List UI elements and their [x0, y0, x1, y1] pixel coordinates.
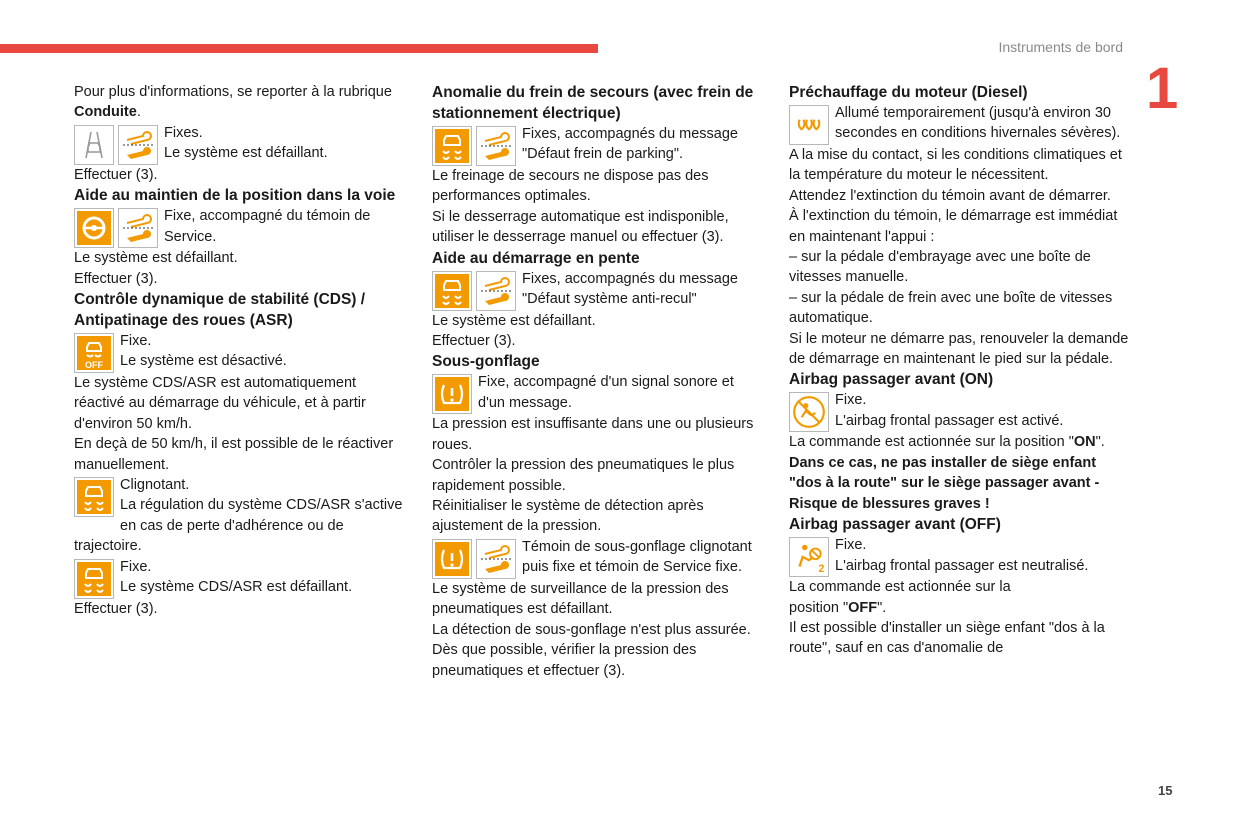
service-wrench-icon [118, 125, 158, 165]
svg-text:2: 2 [818, 562, 825, 575]
airbag-on-icon [789, 392, 829, 432]
header-accent-bar [0, 44, 598, 53]
airbag-off-icon [789, 537, 829, 577]
block-preheating: Allumé temporairement (jusqu'à environ 30 secondes en conditions hivernales sévères). A la mise du contact, si les conditions climatiques et la température du moteur le nécessitent. Attendez l'extinction du témoin avant de démarrer. À l'extinction du témoin, le démarrage est immédiat en maintenant l'appui : – sur la pédale d'embrayage avec une boîte de vitesses manuelle. – sur la pédale de frein avec une boîte de vitesses automatique. Si le moteur ne démarre pas, renouveler la demande de démarrage en maintenant le pied sur la pédale. [789, 105, 1129, 368]
heading-preheating: Préchauffage du moteur (Diesel) [789, 84, 1028, 101]
block-emergency-brake: Fixes, accompagnés du message "Défaut frein de parking". Le freinage de secours ne dispose pas des performances optimales. Si le desserrage automatique est indisponible, utiliser le desserrage manuel ou effectuer (3). [432, 126, 738, 246]
tire-pressure-icon [432, 374, 472, 414]
heading-airbag-off: Airbag passager avant (OFF) [789, 516, 1001, 534]
esp-icon [74, 559, 114, 599]
block-airbag-off: 2 Fixe. L'airbag frontal passager est neutralisé. La commande est actionnée sur la position "OFF". Il est possible d'installer un siège enfant "dos à la route", sauf en cas d'anomalie de [789, 537, 1105, 657]
block-lane-keeping: Fixe, accompagné du témoin de Service. Le système est défaillant. Effectuer (3). [74, 208, 371, 287]
heading-lane-keeping: Aide au maintien de la position dans la voie [74, 187, 396, 205]
heading-emergency-brake: Anomalie du frein de secours (avec frein de stationnement électrique) [432, 84, 754, 122]
steering-wheel-icon [74, 208, 114, 248]
airbag-warning: Dans ce cas, ne pas installer de siège enfant "dos à la route" sur le siège passager avant - Risque de blessures graves ! [789, 454, 1100, 512]
block-tpms-fault: Témoin de sous-gonflage clignotant puis fixe et témoin de Service fixe. Le système de surveillance de la pression des pneumatiques est défaillant. La détection de sous-gonflage n'est plus assurée. Dès que possible, vérifier la pression des pneumatiques et effectuer (3). [432, 538, 752, 679]
block-airbag-on: Fixe. L'airbag frontal passager est activé. La commande est actionnée sur la position "ON". Dans ce cas, ne pas installer de siège enfant "dos à la route" sur le siège passager avant - Risque de blessures graves ! [789, 390, 1129, 514]
service-wrench-icon [118, 208, 158, 248]
intro-paragraph: Pour plus d'informations, se reporter à la rubrique Conduite. [74, 84, 392, 121]
heading-airbag-on: Airbag passager avant (ON) [789, 371, 994, 389]
block-cds-off: OFF Fixe. Le système est désactivé. Le système CDS/ASR est automatiquement réactivé au démarrage du véhicule, et à partir d'environ 50 km/h. En deçà de 50 km/h, il est possible de le réactiver manuellement. [74, 333, 394, 473]
service-wrench-icon [476, 126, 516, 166]
svg-text:OFF: OFF [85, 360, 103, 371]
column-2 [432, 82, 762, 681]
tire-pressure-icon [432, 539, 472, 579]
heading-stability-control: Contrôle dynamique de stabilité (CDS) / Antipatinage des roues (ASR) [74, 291, 366, 330]
chapter-number: 1 [1146, 56, 1179, 121]
heading-hill-start: Aide au démarrage en pente [432, 249, 640, 267]
service-wrench-icon [476, 271, 516, 311]
esp-off-icon [74, 333, 114, 373]
esp-icon [432, 126, 472, 166]
esp-icon [432, 271, 472, 311]
block-under-inflation: Fixe, accompagné d'un signal sonore et d'un message. La pression est insuffisante dans une ou plusieurs roues. Contrôler la pression des pneumatiques le plus rapidement possible. Réinitialiser le système de détection après ajustement de la pression. [432, 374, 754, 535]
block-cds-fault: Fixe. Le système CDS/ASR est défaillant. Effectuer (3). [74, 558, 353, 617]
glow-plug-icon [789, 105, 829, 145]
esp-icon [74, 477, 114, 517]
page-number: 15 [1158, 783, 1173, 798]
column-1 [74, 82, 404, 619]
block-hill-start: Fixes, accompagnés du message "Défaut système anti-recul" Le système est défaillant. Effectuer (3). [432, 270, 738, 350]
section-title: Instruments de bord [998, 39, 1123, 55]
service-wrench-icon [476, 539, 516, 579]
lane-departure-warning-icon [74, 125, 114, 165]
heading-under-inflation: Sous-gonflage [432, 353, 540, 371]
block-lane-departure-fault: Fixes. Le système est défaillant. Effectuer (3). [74, 124, 328, 183]
block-cds-blinking: Clignotant. La régulation du système CDS/ASR s'active en cas de perte d'adhérence ou de trajectoire. [74, 477, 403, 555]
column-3 [789, 82, 1129, 659]
